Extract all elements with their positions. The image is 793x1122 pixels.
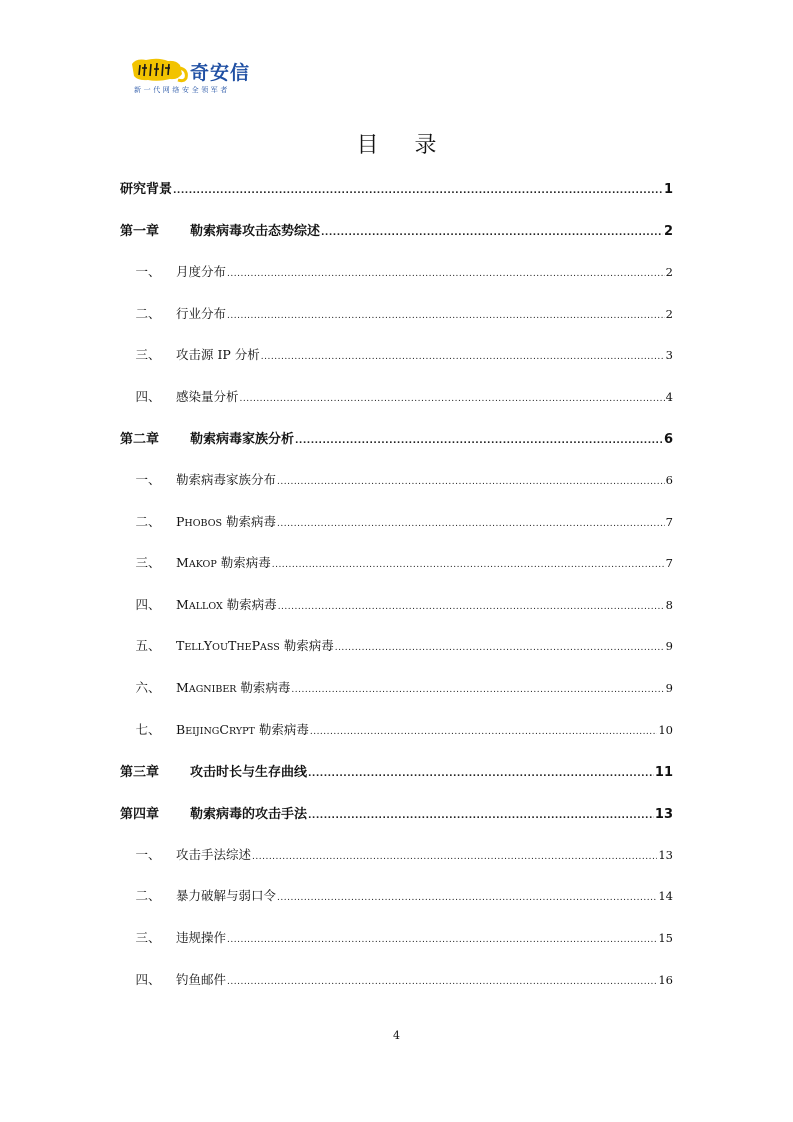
toc-entry-number: 一、 xyxy=(135,847,161,862)
toc-entry-page: 1 xyxy=(663,182,673,197)
toc-entry-page: 7 xyxy=(665,556,673,570)
toc-entry[interactable] xyxy=(120,678,673,698)
toc-leader-dots xyxy=(278,602,665,612)
toc-title: 目录 xyxy=(356,133,473,158)
toc-leader-dots xyxy=(240,394,665,404)
toc-entry[interactable] xyxy=(120,220,673,240)
toc-entry-page: 11 xyxy=(654,765,673,780)
toc-leader-dots xyxy=(272,560,665,570)
toc-leader-dots xyxy=(291,685,664,695)
toc-entry-number: 二、 xyxy=(135,306,161,321)
toc-entry[interactable] xyxy=(120,512,673,532)
toc-entry-page: 13 xyxy=(658,848,673,862)
toc-entry-number: 四、 xyxy=(135,972,161,987)
toc-entry[interactable] xyxy=(120,970,673,990)
toc-entry[interactable] xyxy=(120,886,673,906)
toc-entry-page: 6 xyxy=(663,432,673,447)
toc-entry-text: 感染量分析 xyxy=(176,389,239,404)
toc-leader-dots xyxy=(227,311,665,321)
toc-leader-dots xyxy=(310,727,658,737)
toc-entry-text: 勒索病毒的攻击手法 xyxy=(190,807,308,822)
toc-entry-text: TELLYOUTHEPASS 勒索病毒 xyxy=(176,638,334,653)
toc-entry-page: 14 xyxy=(658,889,673,903)
toc-entry-text: 勒索病毒家族分布 xyxy=(176,472,277,487)
toc-entry-page: 13 xyxy=(654,807,673,822)
toc-entry-number: 三、 xyxy=(135,347,161,362)
toc-entry-number: 一、 xyxy=(135,472,161,487)
toc-entry-page: 6 xyxy=(665,473,673,487)
toc-leader-dots xyxy=(277,519,665,529)
toc-entry-page: 3 xyxy=(665,348,673,362)
toc-leader-dots xyxy=(173,186,663,196)
toc-leader-dots xyxy=(261,352,665,362)
logo-name: 奇安信 xyxy=(190,62,251,84)
toc-entry-page: 4 xyxy=(665,390,673,404)
toc-entry-page: 7 xyxy=(665,515,673,529)
toc-entry-number: 四、 xyxy=(135,597,161,612)
toc-entry-text: 月度分布 xyxy=(176,264,227,279)
toc-entry[interactable] xyxy=(120,720,673,740)
toc-entry-number: 第二章 xyxy=(120,432,160,447)
toc-entry-page: 16 xyxy=(658,973,673,987)
toc-entry-number: 二、 xyxy=(135,888,161,903)
toc-leader-dots xyxy=(277,893,657,903)
toc-entry-number: 第一章 xyxy=(120,224,160,239)
toc-entry-page: 9 xyxy=(665,681,673,695)
toc-entry[interactable] xyxy=(120,470,673,490)
toc-leader-dots xyxy=(335,643,665,653)
toc-entry-text: MALLOX 勒索病毒 xyxy=(176,597,277,612)
toc-entry[interactable] xyxy=(120,262,673,282)
toc-leader-dots xyxy=(227,269,665,279)
toc-entry-text: 暴力破解与弱口令 xyxy=(176,888,277,903)
toc-entry[interactable] xyxy=(120,595,673,615)
toc-entry-number: 三、 xyxy=(135,555,161,570)
toc-entry-text: MAKOP 勒索病毒 xyxy=(176,555,271,570)
toc-entry[interactable] xyxy=(120,928,673,948)
toc-entry-number: 五、 xyxy=(135,638,161,653)
toc-entry-text: PHOBOS 勒索病毒 xyxy=(176,514,276,529)
toc-entry-number: 第四章 xyxy=(120,807,160,822)
toc-entry[interactable] xyxy=(120,803,673,823)
table-of-contents xyxy=(120,0,673,1122)
toc-entry-page: 8 xyxy=(665,598,673,612)
toc-entry-text: 攻击时长与生存曲线 xyxy=(190,765,308,780)
toc-entry[interactable] xyxy=(120,178,673,198)
toc-entry-number: 七、 xyxy=(135,722,161,737)
toc-entry-page: 2 xyxy=(663,224,673,239)
toc-entry-text: 攻击源 IP 分析 xyxy=(176,347,260,362)
toc-entry-text: 勒索病毒家族分析 xyxy=(190,432,295,447)
toc-entry-number: 四、 xyxy=(135,389,161,404)
toc-entry[interactable] xyxy=(120,345,673,365)
logo-slogan: 新一代网络安全领军者 xyxy=(134,86,230,94)
toc-entry[interactable] xyxy=(120,553,673,573)
toc-entry-text: 违规操作 xyxy=(176,930,227,945)
toc-entry-text: 钓鱼邮件 xyxy=(176,972,227,987)
toc-entry-text: MAGNIBER 勒索病毒 xyxy=(176,680,291,695)
toc-leader-dots xyxy=(321,228,663,238)
toc-entry-text: 攻击手法综述 xyxy=(176,847,252,862)
toc-entry-text: 研究背景 xyxy=(120,182,173,197)
toc-entry-number: 第三章 xyxy=(120,765,160,780)
toc-leader-dots xyxy=(227,935,657,945)
toc-entry-number: 二、 xyxy=(135,514,161,529)
page-number: 4 xyxy=(393,1029,400,1042)
toc-entry-number: 一、 xyxy=(135,264,161,279)
toc-entry-page: 2 xyxy=(665,307,673,321)
toc-entry-page: 15 xyxy=(658,931,673,945)
toc-entry[interactable] xyxy=(120,387,673,407)
toc-entry-text: 行业分布 xyxy=(176,306,227,321)
toc-leader-dots xyxy=(295,436,663,446)
toc-entry[interactable] xyxy=(120,636,673,656)
toc-entry-page: 10 xyxy=(658,723,673,737)
toc-entry-page: 9 xyxy=(665,639,673,653)
toc-entry[interactable] xyxy=(120,428,673,448)
toc-entry-text: BEIJINGCRYPT 勒索病毒 xyxy=(176,722,309,737)
toc-leader-dots xyxy=(227,977,657,987)
toc-leader-dots xyxy=(308,769,654,779)
toc-leader-dots xyxy=(277,477,665,487)
toc-entry-number: 三、 xyxy=(135,930,161,945)
toc-leader-dots xyxy=(308,811,654,821)
toc-leader-dots xyxy=(252,852,657,862)
toc-entry-page: 2 xyxy=(665,265,673,279)
toc-entry-number: 六、 xyxy=(135,680,161,695)
toc-entry[interactable] xyxy=(120,761,673,781)
toc-entry[interactable] xyxy=(120,845,673,865)
toc-entry-text: 勒索病毒攻击态势综述 xyxy=(190,224,321,239)
toc-entry[interactable] xyxy=(120,304,673,324)
